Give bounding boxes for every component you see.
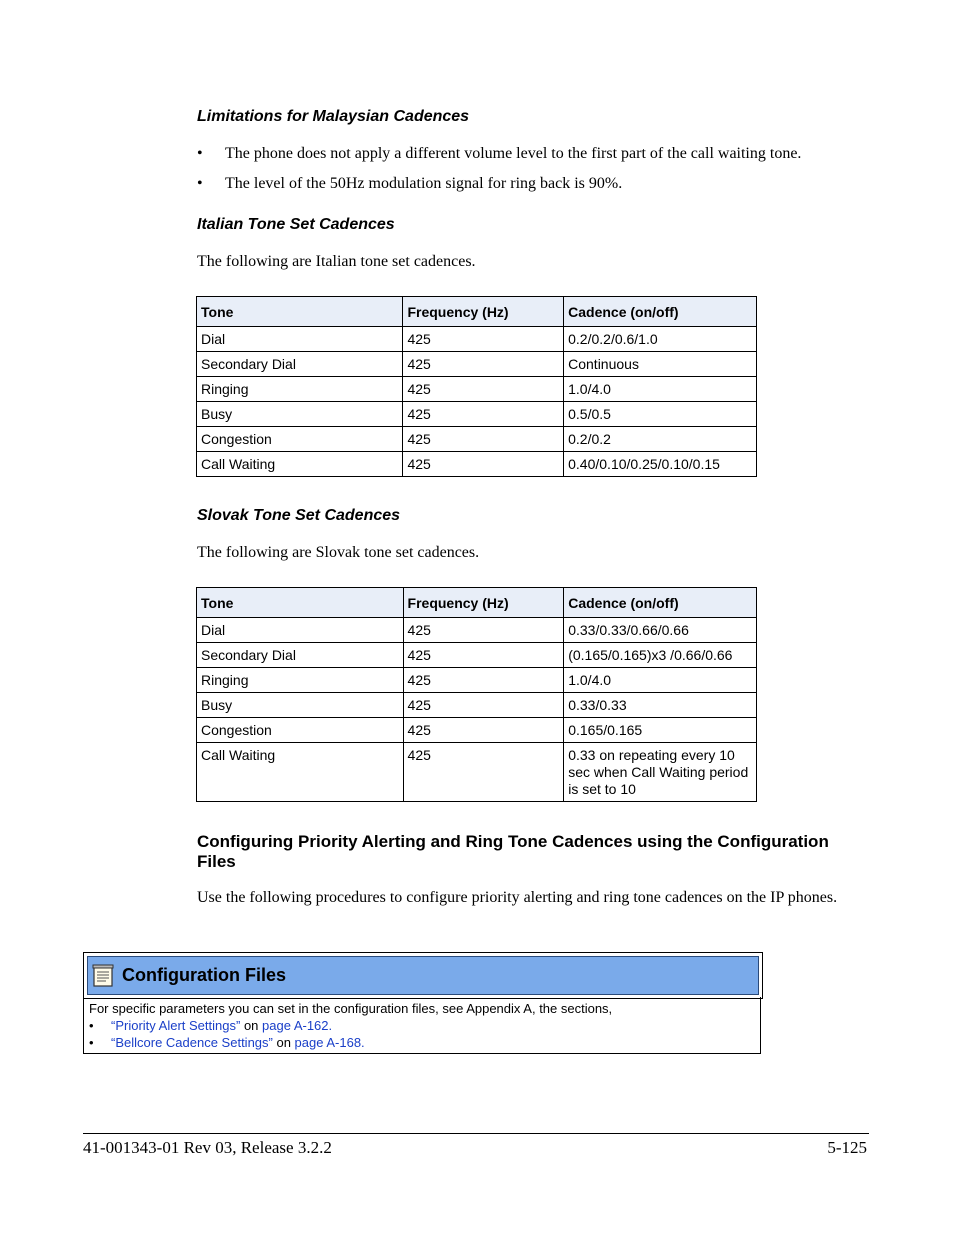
list-item — [197, 145, 801, 163]
footer-doc-id: 41-001343-01 Rev 03, Release 3.2.2 — [83, 1138, 332, 1157]
list-item-text: The phone does not apply a different volume level to the first part of the call waiting tone. — [225, 145, 802, 162]
table-cell: 0.33 on repeating every 10 sec when Call Waiting period is set to 10 — [564, 743, 757, 802]
bullet: • — [89, 1035, 94, 1050]
link-connector: on — [240, 1018, 263, 1033]
column-header: Frequency (Hz) — [403, 297, 564, 327]
footer-divider — [83, 1133, 869, 1134]
page-a-162-link[interactable]: page A-162. — [262, 1018, 333, 1033]
table-row — [197, 452, 757, 477]
list-item-text: The level of the 50Hz modulation signal for ring back is 90%. — [225, 175, 623, 192]
table-header-row — [197, 588, 757, 618]
table-row — [197, 643, 757, 668]
table-header-row — [197, 297, 757, 327]
document-icon — [92, 964, 114, 988]
bullet: • — [89, 1018, 94, 1033]
italian-heading: Italian Tone Set Cadences — [197, 216, 395, 233]
config-heading: Configuring Priority Alerting and Ring Tone Cadences using the Configuration Files — [197, 832, 829, 871]
table-cell: 0.33/0.33/0.66/0.66 — [564, 618, 757, 643]
table-row — [197, 327, 757, 352]
table-cell: Busy — [197, 693, 404, 718]
list-item — [89, 1017, 760, 1034]
table-cell: 425 — [403, 618, 564, 643]
table-cell: 0.2/0.2/0.6/1.0 — [564, 327, 757, 352]
table-row — [197, 402, 757, 427]
page-a-168-link[interactable]: page A-168. — [294, 1035, 365, 1050]
note-title: Configuration Files — [122, 965, 286, 985]
table-cell: 0.165/0.165 — [564, 718, 757, 743]
table-cell: Secondary Dial — [197, 352, 403, 377]
table-cell: Ringing — [197, 668, 404, 693]
table-row — [197, 718, 757, 743]
page-number: 5-125 — [827, 1138, 867, 1157]
table-cell: Busy — [197, 402, 403, 427]
note-header-box — [83, 952, 763, 999]
table-cell: 425 — [403, 452, 564, 477]
table-cell: 0.2/0.2 — [564, 427, 757, 452]
note-header — [87, 956, 759, 995]
table-row — [197, 377, 757, 402]
table-cell: Congestion — [197, 427, 403, 452]
note-text: For specific parameters you can set in the configuration files, see Appendix A, the sections, — [89, 1001, 613, 1016]
bullet: • — [197, 175, 203, 192]
table-cell: 425 — [403, 693, 564, 718]
priority-alert-settings-link[interactable]: “Priority Alert Settings” — [111, 1018, 241, 1033]
column-header: Frequency (Hz) — [403, 588, 564, 618]
table-row — [197, 693, 757, 718]
table-cell: Ringing — [197, 377, 403, 402]
note-body — [83, 997, 761, 1054]
bellcore-cadence-settings-link[interactable]: “Bellcore Cadence Settings” — [111, 1035, 273, 1050]
table-row — [197, 352, 757, 377]
table-cell: 0.33/0.33 — [564, 693, 757, 718]
table-cell: 425 — [403, 668, 564, 693]
table-cell: Dial — [197, 327, 403, 352]
slovak-heading: Slovak Tone Set Cadences — [197, 507, 401, 524]
table-cell: 1.0/4.0 — [564, 668, 757, 693]
table-cell: 425 — [403, 352, 564, 377]
table-row — [197, 743, 757, 802]
column-header: Cadence (on/off) — [564, 588, 757, 618]
column-header: Cadence (on/off) — [564, 297, 757, 327]
table-cell: Continuous — [564, 352, 757, 377]
table-cell: (0.165/0.165)x3 /0.66/0.66 — [564, 643, 757, 668]
table-cell: 1.0/4.0 — [564, 377, 757, 402]
column-header: Tone — [197, 588, 404, 618]
table-cell: 425 — [403, 377, 564, 402]
table-cell: 425 — [403, 643, 564, 668]
column-header: Tone — [197, 297, 403, 327]
slovak-tone-table — [196, 587, 757, 802]
table-cell: Secondary Dial — [197, 643, 404, 668]
table-cell: 425 — [403, 743, 564, 802]
table-cell: 425 — [403, 427, 564, 452]
list-item — [89, 1034, 760, 1051]
slovak-intro: The following are Slovak tone set cadences. — [197, 544, 480, 561]
italian-tone-table — [196, 296, 757, 477]
table-cell: 425 — [403, 718, 564, 743]
table-cell: 0.40/0.10/0.25/0.10/0.15 — [564, 452, 757, 477]
link-connector: on — [272, 1035, 295, 1050]
table-row — [197, 668, 757, 693]
table-cell: 0.5/0.5 — [564, 402, 757, 427]
table-cell: Call Waiting — [197, 452, 403, 477]
table-cell: 425 — [403, 402, 564, 427]
table-row — [197, 427, 757, 452]
table-cell: 425 — [403, 327, 564, 352]
table-row — [197, 618, 757, 643]
table-cell: Congestion — [197, 718, 404, 743]
list-item — [197, 175, 622, 193]
table-cell: Dial — [197, 618, 404, 643]
italian-intro: The following are Italian tone set cadences. — [197, 253, 476, 270]
bullet: • — [197, 145, 203, 162]
config-intro: Use the following procedures to configure priority alerting and ring tone cadences on the IP phones. — [197, 889, 838, 906]
table-cell: Call Waiting — [197, 743, 404, 802]
malaysian-heading: Limitations for Malaysian Cadences — [197, 108, 470, 125]
